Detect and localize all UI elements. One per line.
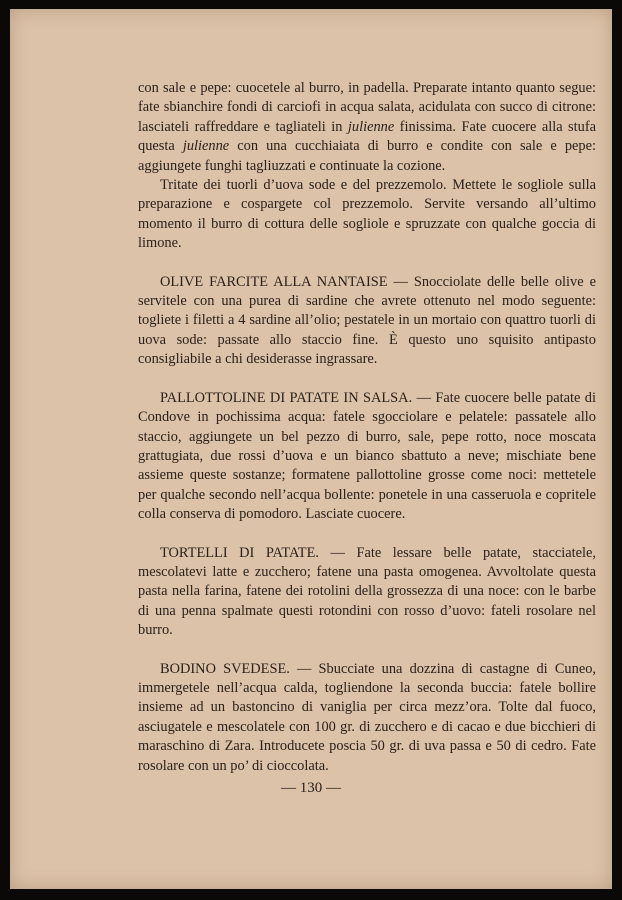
recipe-title: TORTELLI DI PATATE. — [160, 544, 319, 561]
recipe-bodino-svedese — [138, 660, 596, 776]
page-number: — 130 — — [281, 780, 341, 796]
recipe-olive-farcite — [138, 273, 596, 370]
book-page — [10, 9, 612, 889]
recipe-title: PALLOTTOLINE DI PATATE IN SALSA. — [160, 389, 413, 406]
recipe-body: — Fate cuocere belle patate di Condove in pochissima acqua: fatele sgocciolare e pelatele: passatele allo staccio, aggiungete un bel pezzo di burro, sale, pepe rotto, noce moscata grattugiata, due rossi d’uova e un bianco sbattuto a neve; mischiate bene assieme queste sostanze; formatene pallottoline grosse come noci: mettetele per qualche secondo nell’acqua bollente: ponetele in una casseruola e copritele colla conserva di pomodoro. Lasciate cuocere. — [138, 389, 596, 523]
recipe-body: — Snocciolate delle belle olive e servitele con una purea di sardine che avrete ottenuto nel modo seguente: togliete i filetti a 4 sardine all’olio; pestatele in un mortaio con quattro tuorli di uova sode: passate allo staccio fine. È questo uno squisito antipasto consigliabile a chi desiderasse ingrassare. — [138, 273, 596, 368]
julienne-term: julienne — [182, 138, 230, 155]
recipe-tortelli — [138, 544, 596, 641]
page-text — [138, 79, 596, 776]
julienne-term: julienne — [347, 118, 395, 135]
intro-paragraph-2: Tritate dei tuorli d’uova sode e del prezzemolo. Mettete le sogliole sulla preparazione e cospargete col prezzemolo. Servite versando all’ultimo momento il burro di cottura delle sogliole e spruzzate con qualche goccia di limone. — [138, 177, 596, 252]
recipe-title: BODINO SVEDESE. — [160, 660, 290, 677]
recipe-title: OLIVE FARCITE ALLA NANTAISE — [160, 273, 388, 290]
intro-paragraph: con sale e pepe: cuocetele al burro, in padella. Preparate intanto quanto segue: fate sbianchire fondi di carciofi in acqua salata, acidulata con succo di citrone: lasciateli raffreddare e tagliateli in julienne finissima. Fate cuocere alla stufa questa julienne con una cucchiaiata di burro e condite con sale e pepe: aggiungete funghi tagliuzzati e continuate la cozione. — [138, 80, 596, 174]
recipe-pallottoline — [138, 389, 596, 525]
recipe-body: — Fate lessare belle patate, stacciatele, mescolatevi latte e zucchero; fatene una pasta omogenea. Avvoltolate questa pasta nella farina, fatene dei rotolini della grossezza di una noce: con le barbe di una penna spalmate questi rotondini con rosso d’uovo: fateli rosolare nel burro. — [138, 544, 596, 639]
recipe-body: — Sbucciate una dozzina di castagne di Cuneo, immergetele nell’acqua calda, togliendone la seconda buccia: fatele bollire insieme ad un bastoncino di vaniglia per circa mezz’ora. Tolte dal fuoco, asciugatele e mescolatele con 100 gr. di zucchero e di cacao e due bicchieri di maraschino di Zara. Introducete poscia 50 gr. di uva passa e 50 di cedro. Fate rosolare con un po’ di cioccolata. — [138, 660, 596, 774]
